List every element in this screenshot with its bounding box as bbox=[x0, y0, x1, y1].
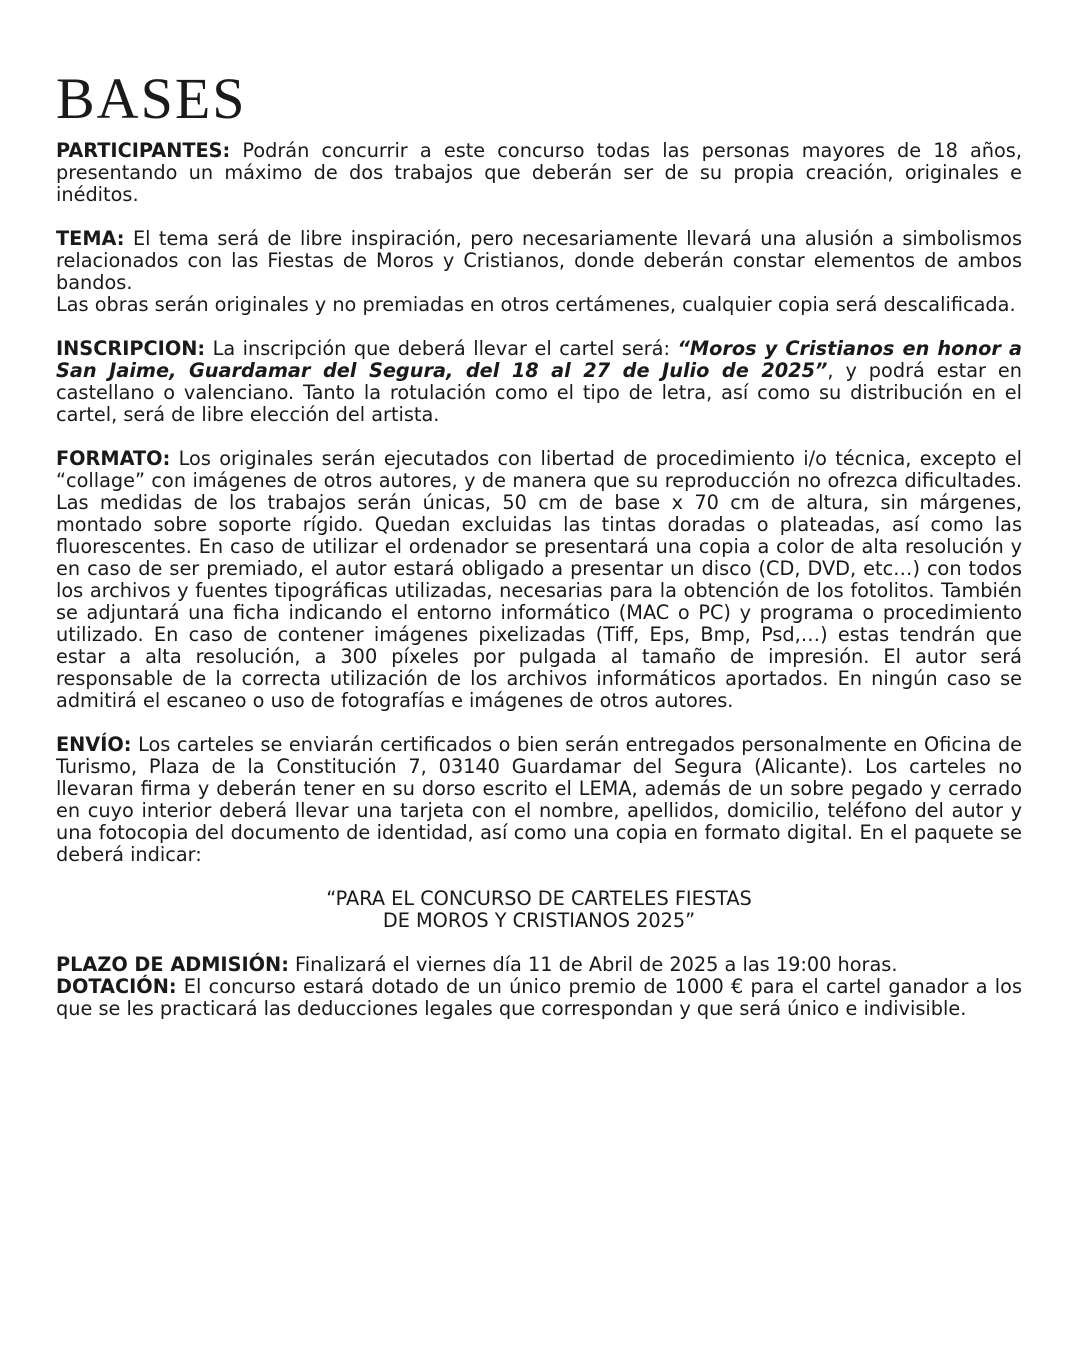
envio-label: ENVÍO: bbox=[56, 733, 132, 756]
dotacion-text: El concurso estará dotado de un único premio de 1000 € para el cartel ganador a los que se les practicará las deducciones legales que correspondan y que será único e indivisible. bbox=[56, 975, 1022, 1020]
tema-paragraph bbox=[56, 228, 1022, 294]
participantes-text: Podrán concurrir a este concurso todas las personas mayores de 18 años, presentando un máximo de dos trabajos que deberán ser de su propia creación, originales e inéditos. bbox=[56, 139, 1022, 206]
formato-text: Los originales serán ejecutados con libertad de procedimiento i/o técnica, excepto el “collage” con imágenes de otros autores, y de manera que su reproducción no ofrezca dificultades. Las medidas de los trabajos serán únicas, 50 cm de base x 70 cm de altura, sin márgenes, montado sobre soporte rígido. Quedan excluidas las tintas doradas o plateadas, así como las fluorescentes. En caso de utilizar el ordenador se presentará una copia a color de alta resolución y en caso de ser premiado, el autor estará obligado a presentar un disco (CD, DVD, etc…) con todos los archivos y fuentes tipográficas utilizadas, necesarias para la obtención de los fotolitos. También se adjuntará una ficha indicando el entorno informático (MAC o PC) y programa o procedimiento utilizado. En caso de contener imágenes pixelizadas (Tiff, Eps, Bmp, Psd,…) estas tendrán que estar a alta resolución, a 300 píxeles por pulgada al tamaño de impresión. El autor será responsable de la correcta utilización de los archivos informáticos aportados. En ningún caso se admitirá el escaneo o uso de fotografías e imágenes de otros autores. bbox=[56, 447, 1022, 712]
tema-text: El tema será de libre inspiración, pero necesariamente llevará una alusión a simbolismos relacionados con las Fiestas de Moros y Cristianos, donde deberán constar elementos de ambos bandos. bbox=[56, 227, 1022, 294]
page-title: BASES bbox=[56, 66, 247, 131]
plazo-paragraph bbox=[56, 954, 1022, 976]
inscripcion-paragraph bbox=[56, 338, 1022, 426]
tema-paragraph-2: Las obras serán originales y no premiadas en otros certámenes, cualquier copia será descalificada. bbox=[56, 293, 1016, 316]
formato-paragraph bbox=[56, 448, 1022, 712]
quote-line-1: “PARA EL CONCURSO DE CARTELES FIESTAS bbox=[326, 887, 752, 910]
envio-paragraph bbox=[56, 734, 1022, 866]
dotacion-label: DOTACIÓN: bbox=[56, 975, 177, 998]
plazo-text: Finalizará el viernes día 11 de Abril de 2025 a las 19:00 horas. bbox=[288, 953, 898, 976]
inscripcion-label: INSCRIPCION: bbox=[56, 337, 206, 360]
quote-line-2: DE MOROS Y CRISTIANOS 2025” bbox=[382, 909, 696, 932]
dotacion-paragraph bbox=[56, 976, 1022, 1020]
participantes-label: PARTICIPANTES: bbox=[56, 139, 231, 162]
plazo-label: PLAZO DE ADMISIÓN: bbox=[56, 953, 289, 976]
tema-section bbox=[56, 228, 1022, 316]
package-label-quote bbox=[56, 888, 1022, 932]
formato-label: FORMATO: bbox=[56, 447, 171, 470]
inscripcion-text-after: , y podrá estar en castellano o valenciano. Tanto la rotulación como el tipo de letra, así como su distribución en el cartel, será de libre elección del artista. bbox=[56, 359, 1022, 426]
envio-text: Los carteles se enviarán certificados o bien serán entregados personalmente en Oficina de Turismo, Plaza de la Constitución 7, 03140 Guardamar del Segura (Alicante). Los carteles no llevaran firma y deberán tener en su dorso escrito el LEMA, además de un sobre pegado y cerrado en cuyo interior deberá llevar una tarjeta con el nombre, apellidos, domicilio, teléfono del autor y una fotocopia del documento de identidad, así como una copia en formato digital. En el paquete se deberá indicar: bbox=[56, 733, 1022, 866]
participantes-paragraph bbox=[56, 140, 1022, 206]
inscripcion-text-before: La inscripción que deberá llevar el cartel será: bbox=[205, 337, 678, 360]
inscripcion-emphasis: “Moros y Cristianos en honor a San Jaime, Guardamar del Segura, del 18 al 27 de Julio de 2025” bbox=[56, 337, 1022, 382]
tema-label: TEMA: bbox=[56, 227, 125, 250]
